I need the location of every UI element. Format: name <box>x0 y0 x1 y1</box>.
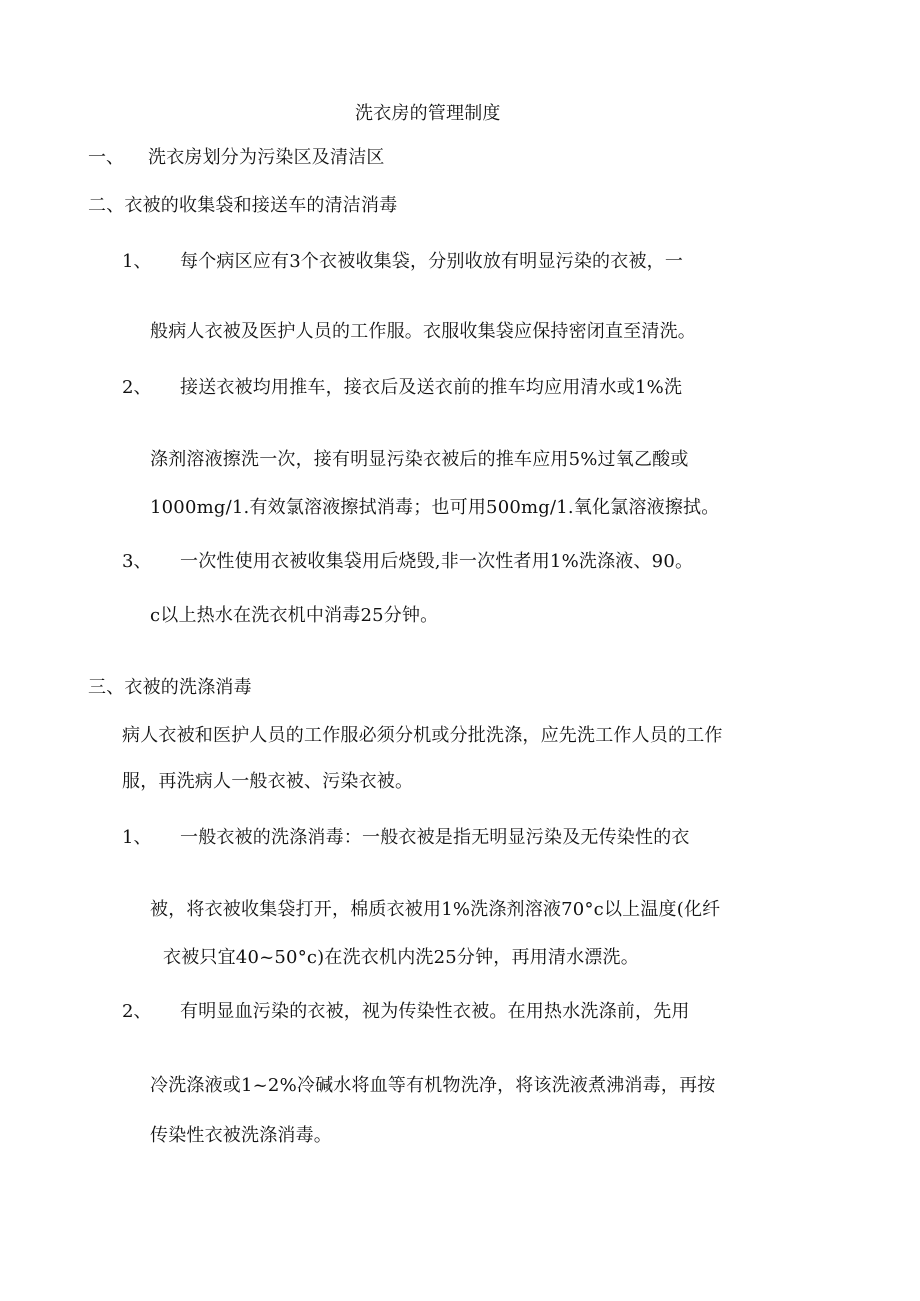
section-2-item-1-number: 1、 <box>122 251 152 272</box>
section-2-item-3-line-1: 一次性使用衣被收集袋用后烧毁,非一次性者用1%洗涤液、90。 <box>180 551 694 572</box>
section-3-item-1-line-2: 被，将衣被收集袋打开，棉质衣被用1%洗涤剂溶液70°c以上温度(化纤 <box>150 899 721 920</box>
section-3-item-2-line-3: 传染性衣被洗涤消毒。 <box>150 1125 332 1146</box>
section-2-item-2-line-1: 接送衣被均用推车，接衣后及送衣前的推车均应用清水或1%洗 <box>180 377 683 398</box>
section-3-item-1-line-3: 衣被只宜40~50°c)在洗衣机内洗25分钟，再用清水漂洗。 <box>163 947 639 968</box>
section-2-heading: 二、衣被的收集袋和接送车的清洁消毒 <box>88 195 398 216</box>
section-2-item-1-line-2: 般病人衣被及医护人员的工作服。衣服收集袋应保持密闭直至清洗。 <box>150 321 696 342</box>
section-2-item-3-line-2: c以上热水在洗衣机中消毒25分钟。 <box>150 605 439 626</box>
section-3-heading: 三、衣被的洗涤消毒 <box>88 677 252 698</box>
section-3-item-2-line-1: 有明显血污染的衣被，视为传染性衣被。在用热水洗涤前，先用 <box>180 1001 690 1022</box>
document-title: 洗衣房的管理制度 <box>355 103 501 124</box>
section-1-heading: 洗衣房划分为污染区及清洁区 <box>148 147 385 168</box>
section-2-item-2-line-3: 1000mg∕1.有效氯溶液擦拭消毒；也可用500mg∕1.氧化氯溶液擦拭。 <box>150 497 720 518</box>
section-3-item-2-line-2: 冷洗涤液或1~2%冷碱水将血等有机物洗净，将该洗液煮沸消毒，再按 <box>150 1075 716 1096</box>
section-3-item-1-line-1: 一般衣被的洗涤消毒：一般衣被是指无明显污染及无传染性的衣 <box>180 827 690 848</box>
section-3-item-1-number: 1、 <box>122 827 152 848</box>
section-3-intro-line-2: 服，再洗病人一般衣被、污染衣被。 <box>122 771 414 792</box>
section-3-item-2-number: 2、 <box>122 1001 152 1022</box>
section-2-item-2-number: 2、 <box>122 377 152 398</box>
section-2-item-2-line-2: 涤剂溶液擦洗一次，接有明显污染衣被后的推车应用5%过氧乙酸或 <box>150 449 689 470</box>
section-1-number: 一、 <box>88 147 124 168</box>
section-3-intro-line-1: 病人衣被和医护人员的工作服必须分机或分批洗涤，应先洗工作人员的工作 <box>122 725 723 746</box>
section-2-item-1-line-1: 每个病区应有3个衣被收集袋，分别收放有明显污染的衣被，一 <box>180 251 684 272</box>
section-2-item-3-number: 3、 <box>122 551 152 572</box>
